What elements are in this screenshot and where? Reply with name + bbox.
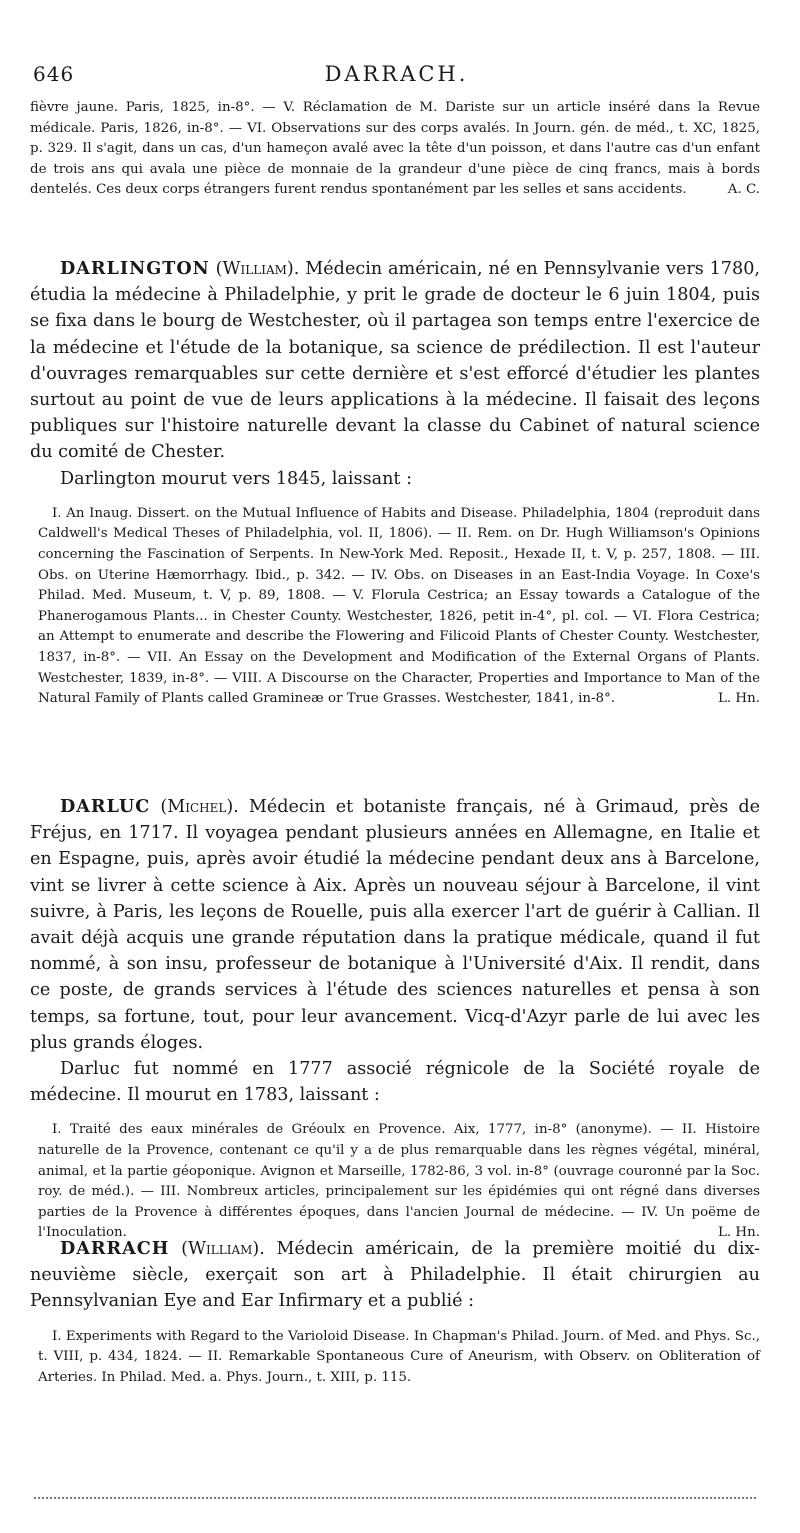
darlington-initials: L. Hn. — [718, 691, 760, 707]
darluc-paragraph-2: Darluc fut nommé en 1777 associé régnicole de la Société royale de médecine. Il mourut en 1783, laissant : — [30, 1059, 760, 1106]
darlington-headword: DARLINGTON — [60, 258, 210, 279]
darrach-headword: DARRACH — [60, 1238, 170, 1259]
darlington-paragraph-1: DARLINGTON (William). Médecin américain, né en Pennsylvanie vers 1780, étudia la médecine à Philadelphie, y prit le grade de docteur le 6 juin 1804, puis se fixa dans le bourg de Westchester, où il partagea son temps entre l'exercice de la médecine et l'étude de la botanique, sa science de prédilection. Il est l'auteur d'ouvrages remarquables sur cette dernière et s'est efforcé d'étudier les plantes surtout au point de vue de leurs applications à la médecine. Il faisait des leçons publiques sur l'histoire naturelle devant la classe du Cabinet of natural science du comité de Chester. — [30, 258, 760, 463]
bottom-dotted-rule — [34, 1497, 756, 1501]
continuation-bibliography — [30, 98, 760, 201]
entry-darluc — [30, 794, 760, 1244]
continuation-initials: A. C. — [727, 182, 760, 198]
darrach-paragraph-1: DARRACH (William). Médecin américain, de la première moitié du dix-neuvième siècle, exerçait son art à Philadelphie. Il était chirurgien au Pennsylvanian Eye and Ear Infirmary et a publié : — [30, 1238, 761, 1312]
darrach-bibliography: I. Experiments with Regard to the Varioloid Disease. In Chapman's Philad. Journ. of Med. and Phys. Sc., t. VIII, p. 434, 1824. — II. Remarkable Spontaneous Cure of Aneurism, with Observ. on Obliteration of Arteries. In Philad. Med. a. Phys. Journ., t. XIII, p. 115. — [38, 1328, 760, 1385]
darlington-bibliography: I. An Inaug. Dissert. on the Mutual Influence of Habits and Disease. Philadelphia, 1804 (reproduit dans Caldwell's Medical Theses of Philadelphia, vol. II, 1806). — II. Rem. on Dr. Hugh Williamson's Opinions concerning the Fascination of Serpents. In New-York Med. Reposit., Hexade II, t. V, p. 257, 1808. — III. Obs. on Uterine Hæmorrhagy. Ibid., p. 342. — IV. Obs. on Diseases in an East-India Voyage. In Coxe's Philad. Med. Museum, t. V, p. 89, 1808. — V. Florula Cestrica; an Essay towards a Catalogue of the Phanerogamous Plants... in Chester County. Westchester, 1826, petit in-4°, pl. col. — VI. Flora Cestrica; an Attempt to enumerate and describe the Flowering and Filicoid Plants of Chester County. Westchester, 1837, in-8°. — VII. An Essay on the Development and Modification of the External Organs of Plants. Westchester, 1839, in-8°. — VIII. A Discourse on the Character, Properties and Importance to Man of the Natural Family of Plants called Gramineæ or True Grasses. Westchester, 1841, in-8°. L. Hn. — [30, 504, 760, 710]
entry-darlington — [30, 256, 760, 710]
darlington-given-name: (William). — [215, 259, 300, 279]
darluc-bibliography: I. Traité des eaux minérales de Gréoulx en Provence. Aix, 1777, in-8° (anonyme). — II. Histoire naturelle de la Provence, contenant ce qu'il y a de plus remarquable dans les règnes végétal, minéral, animal, et la partie géoponique. Avignon et Marseille, 1782-86, 3 vol. in-8° (ouvrage couronné par la Soc. roy. de méd.). — III. Nombreux articles, principalement sur les épidémies qui ont régné dans diverses parties de la Provence à différentes époques, dans l'ancien Journal de médecine. — IV. Un poëme de l'Inoculation. L. Hn. — [30, 1120, 760, 1244]
entry-darrach — [30, 1236, 760, 1388]
darlington-paragraph-2: Darlington mourut vers 1845, laissant : — [60, 468, 413, 489]
darluc-initials: L. Hn. — [718, 1225, 760, 1241]
continuation-text: fièvre jaune. Paris, 1825, in-8°. — V. Réclamation de M. Dariste sur un article inséré dans la Revue médicale. Paris, 1826, in-8°. — VI. Observations sur des corps avalés. In Journ. gén. de méd., t. XC, 1825, p. 329. Il s'agit, dans un cas, d'un hameçon avalé avec la tête d'un poisson, et dans l'autre cas d'un enfant de trois ans qui avala une pièce de monnaie de la grandeur d'une pièce de cinq francs, mais à bords dentelés. Ces deux corps étrangers furent rendus spontanément par les selles et sans accidents. A. C. — [30, 98, 760, 201]
page-header — [33, 62, 760, 92]
running-title: DARRACH. — [324, 62, 469, 86]
darrach-given-name: (William). — [181, 1239, 265, 1259]
darluc-headword: DARLUC — [60, 796, 151, 817]
page-number: 646 — [33, 62, 75, 86]
darluc-paragraph-1: DARLUC (Michel). Médecin et botaniste français, né à Grimaud, près de Fréjus, en 1717. Il voyagea pendant plusieurs années en Allemagne, en Italie et en Espagne, puis, après avoir étudié la médecine pendant deux ans à Barcelone, vint se livrer à cette science à Aix. Après un nouveau séjour à Barcelone, il vint suivre, à Paris, les leçons de Rouelle, puis alla exercer l'art de guérir à Callian. Il avait déjà acquis une grande réputation dans la pratique médicale, quand il fut nommé, à son insu, professeur de botanique à l'Université d'Aix. Il rendit, dans ce poste, de grands services à l'étude des sciences naturelles et pensa à son temps, sa fortune, tout, pour leur avancement. Vicq-d'Azyr parle de lui avec les plus grands éloges. — [30, 796, 761, 1053]
darluc-given-name: (Michel). — [160, 797, 239, 817]
